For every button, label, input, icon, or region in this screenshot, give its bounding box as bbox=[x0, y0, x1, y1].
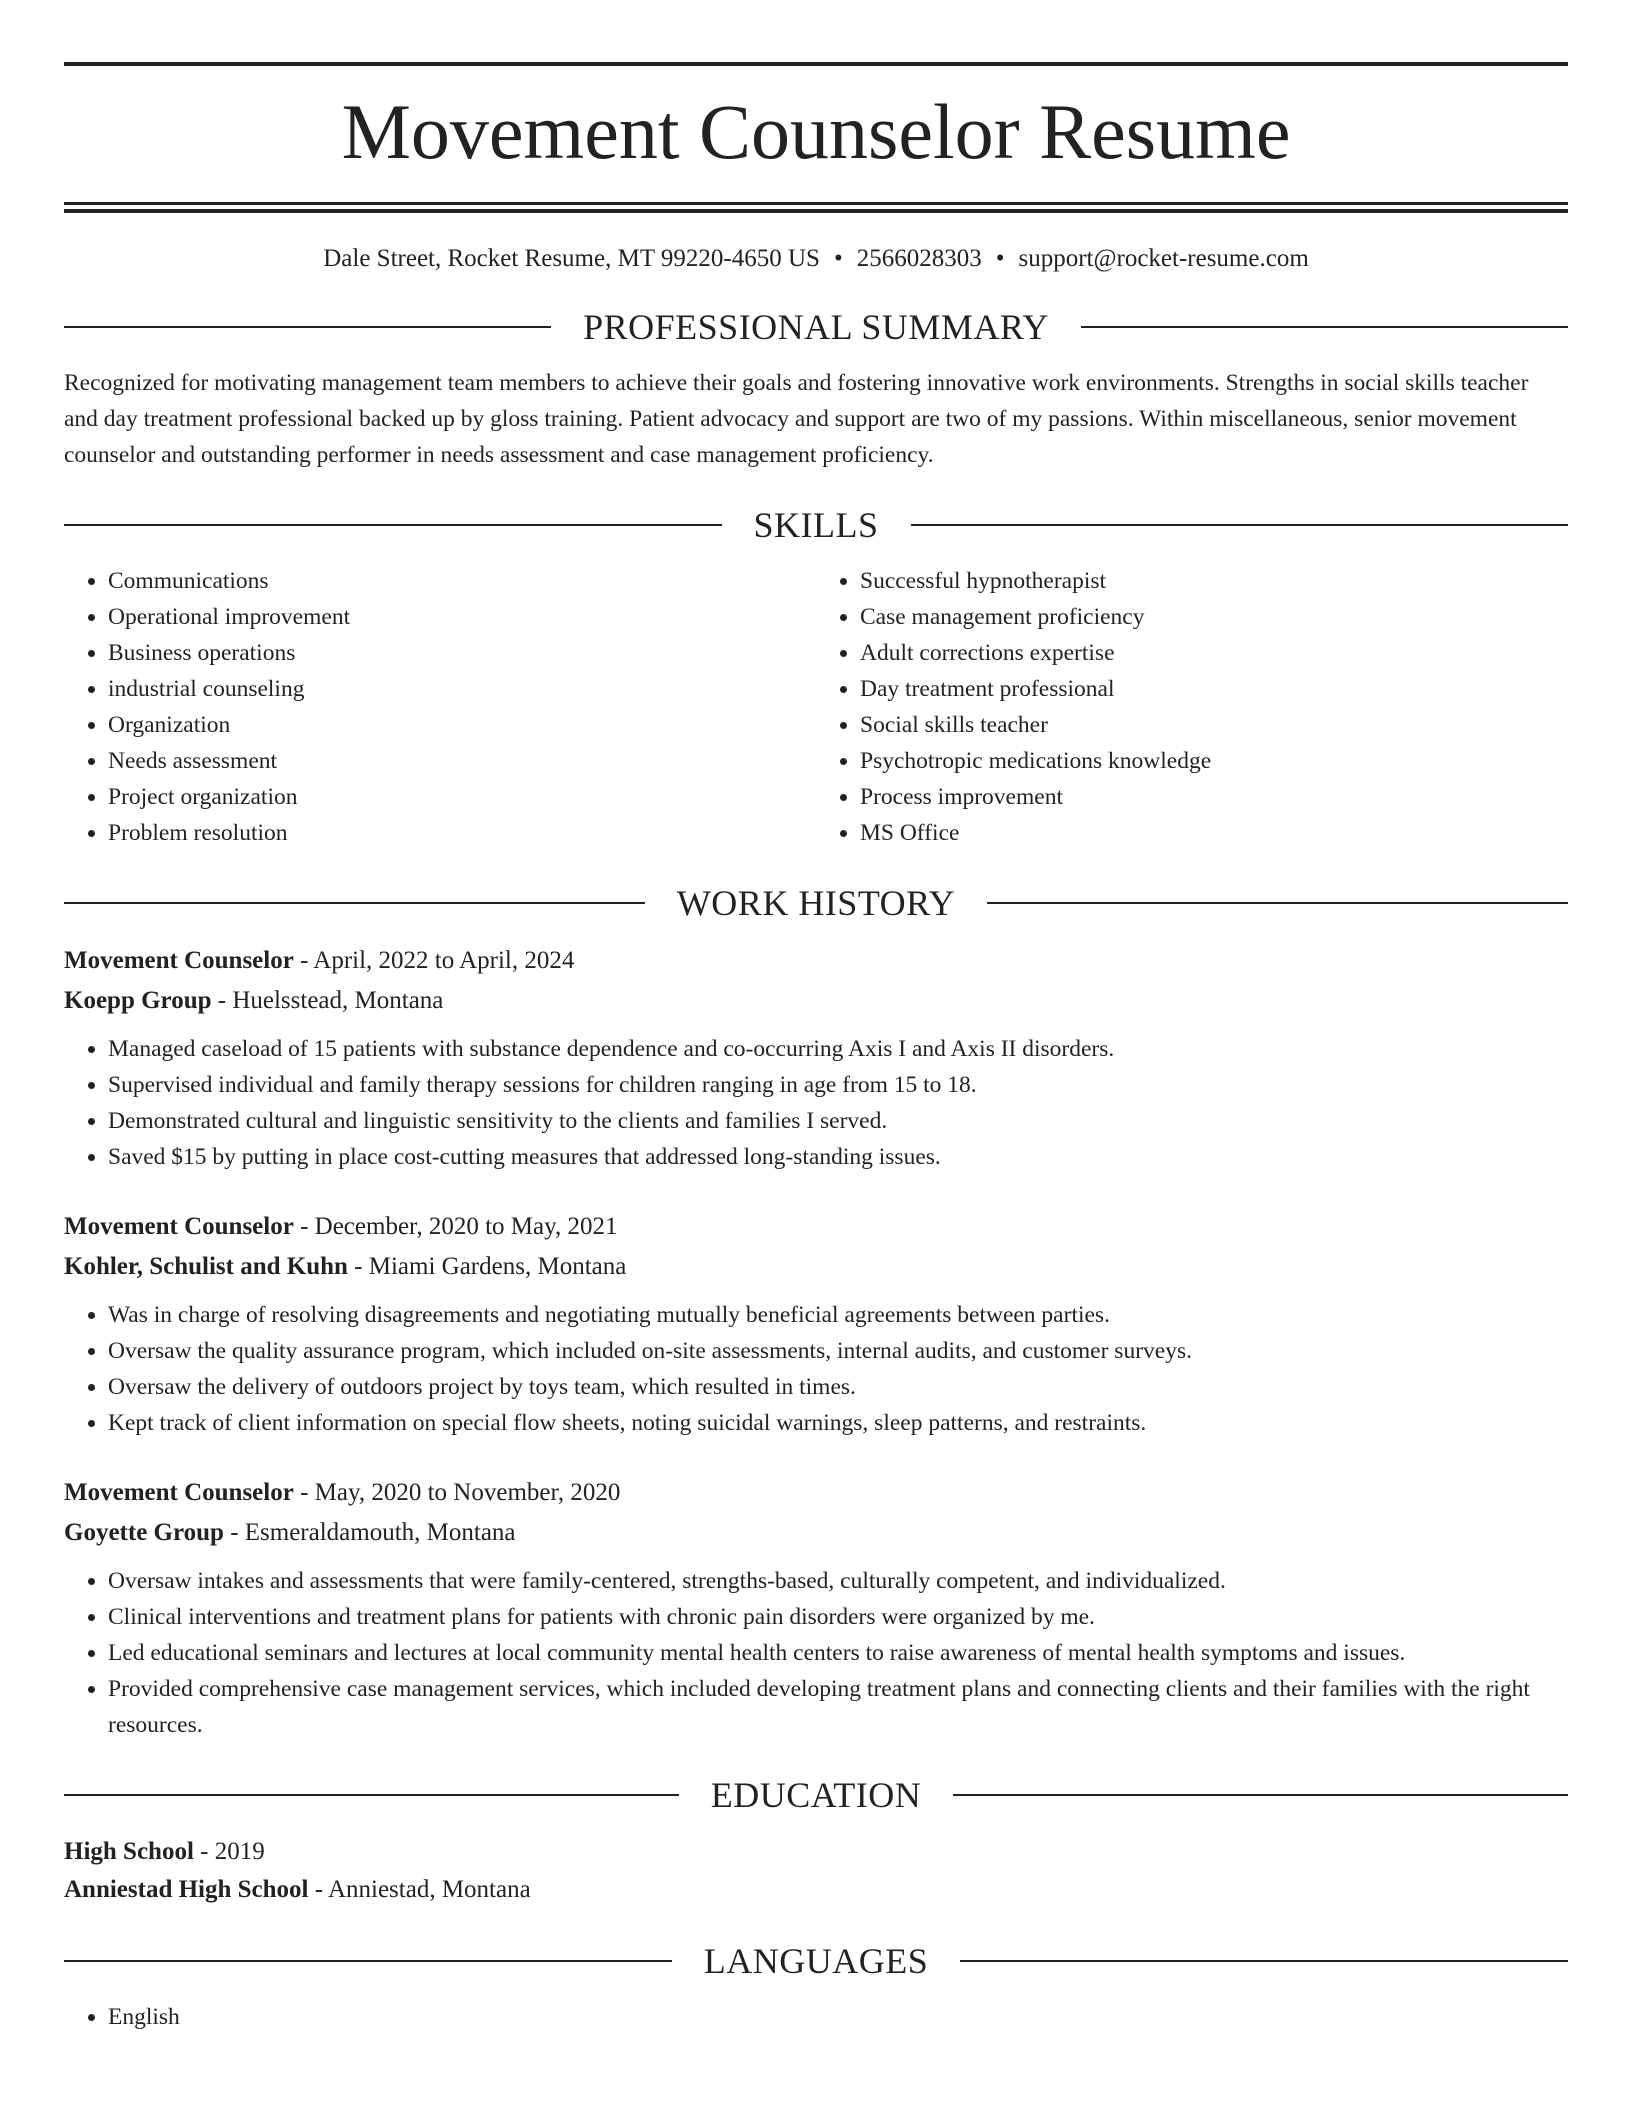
education-degree-line bbox=[64, 1833, 1568, 1871]
job-location: - Esmeraldamouth, Montana bbox=[223, 1519, 516, 1546]
skill-item: • Project organization bbox=[108, 779, 816, 815]
job-duties bbox=[64, 1563, 1568, 1743]
section-rule bbox=[64, 326, 551, 328]
skill-item: • Adult corrections expertise bbox=[860, 635, 1568, 671]
job-dates: - May, 2020 to November, 2020 bbox=[293, 1479, 621, 1506]
job-duty: • Managed caseload of 15 patients with substance dependence and co-occurring Axis I and Axis II disorders. bbox=[108, 1031, 1568, 1067]
job-duties bbox=[64, 1031, 1568, 1175]
skills-heading: SKILLS bbox=[753, 505, 879, 545]
section-rule bbox=[953, 1794, 1568, 1796]
section-rule bbox=[911, 524, 1569, 526]
skill-item: • Needs assessment bbox=[108, 743, 816, 779]
work-heading: WORK HISTORY bbox=[676, 883, 956, 923]
skill-item: • Process improvement bbox=[860, 779, 1568, 815]
job-duty: • Demonstrated cultural and linguistic sensitivity to the clients and families I served. bbox=[108, 1103, 1568, 1139]
skills-section-header bbox=[64, 503, 1568, 547]
skill-item: • Operational improvement bbox=[108, 599, 816, 635]
job-dates: - December, 2020 to May, 2021 bbox=[293, 1213, 618, 1240]
job-title-line bbox=[64, 941, 1568, 981]
languages-section-header bbox=[64, 1939, 1568, 1983]
contact-address: Dale Street, Rocket Resume, MT 99220-4650 US bbox=[323, 245, 820, 272]
skill-item: • Problem resolution bbox=[108, 815, 816, 851]
skill-item: • industrial counseling bbox=[108, 671, 816, 707]
summary-text: Recognized for motivating management team members to achieve their goals and fostering innovative work environments. Strengths in social skills teacher and day treatment professional backed up by gloss training. Patient advocacy and support are two of my passions. Within miscellaneous, senior movement counselor and outstanding performer in needs assessment and case management proficiency. bbox=[64, 370, 1529, 468]
job-duty: • Was in charge of resolving disagreements and negotiating mutually beneficial agreements between parties. bbox=[108, 1297, 1568, 1333]
job-title: Movement Counselor bbox=[64, 947, 294, 974]
job-duty: • Clinical interventions and treatment plans for patients with chronic pain disorders were organized by me. bbox=[108, 1599, 1568, 1635]
job-title-line bbox=[64, 1473, 1568, 1513]
skill-item: • MS Office bbox=[860, 815, 1568, 851]
skill-item: • Organization bbox=[108, 707, 816, 743]
skill-item: • Day treatment professional bbox=[860, 671, 1568, 707]
section-rule bbox=[64, 1960, 672, 1962]
education-school-line bbox=[64, 1871, 1568, 1909]
education-heading: EDUCATION bbox=[710, 1775, 922, 1815]
education-year: - 2019 bbox=[193, 1838, 265, 1865]
job-title: Movement Counselor bbox=[64, 1479, 294, 1506]
languages-list bbox=[64, 1999, 1568, 2035]
skill-item: • Successful hypnotherapist bbox=[860, 563, 1568, 599]
job-duty: • Oversaw the quality assurance program, which included on-site assessments, internal audits, and customer surveys. bbox=[108, 1333, 1568, 1369]
job-entry bbox=[64, 941, 1568, 1175]
contact-separator: • bbox=[995, 245, 1005, 272]
summary-heading: PROFESSIONAL SUMMARY bbox=[583, 307, 1049, 347]
job-location: - Huelsstead, Montana bbox=[211, 987, 444, 1014]
job-duties bbox=[64, 1297, 1568, 1441]
section-rule bbox=[64, 902, 645, 904]
section-rule bbox=[1081, 326, 1568, 328]
title-double-rule bbox=[64, 202, 1568, 213]
summary-section-header bbox=[64, 305, 1568, 349]
job-duty: • Kept track of client information on special flow sheets, noting suicidal warnings, sleep patterns, and restraints. bbox=[108, 1405, 1568, 1441]
language-item: • English bbox=[108, 1999, 1568, 2035]
contact-email: support@rocket-resume.com bbox=[1018, 245, 1309, 272]
job-duty: • Supervised individual and family therapy sessions for children ranging in age from 15 to 18. bbox=[108, 1067, 1568, 1103]
job-duty: • Saved $15 by putting in place cost-cutting measures that addressed long-standing issues. bbox=[108, 1139, 1568, 1175]
contact-line bbox=[64, 243, 1568, 275]
skill-item: • Communications bbox=[108, 563, 816, 599]
job-company-line bbox=[64, 981, 1568, 1021]
job-company: Koepp Group bbox=[64, 987, 212, 1014]
skill-item: • Psychotropic medications knowledge bbox=[860, 743, 1568, 779]
job-entry bbox=[64, 1207, 1568, 1441]
resume-title: Movement Counselor Resume bbox=[341, 88, 1291, 175]
section-rule bbox=[64, 524, 722, 526]
skills-column-left bbox=[64, 563, 816, 851]
job-company-line bbox=[64, 1513, 1568, 1553]
section-rule bbox=[64, 1794, 679, 1796]
skill-item: • Social skills teacher bbox=[860, 707, 1568, 743]
education-section-header bbox=[64, 1773, 1568, 1817]
contact-phone: 2566028303 bbox=[856, 245, 982, 272]
job-company: Kohler, Schulist and Kuhn bbox=[64, 1253, 348, 1280]
languages-heading: LANGUAGES bbox=[703, 1941, 929, 1981]
skill-item: • Case management proficiency bbox=[860, 599, 1568, 635]
contact-separator: • bbox=[833, 245, 843, 272]
job-title-line bbox=[64, 1207, 1568, 1247]
job-duty: • Led educational seminars and lectures at local community mental health centers to raise awareness of mental health symptoms and issues. bbox=[108, 1635, 1568, 1671]
job-dates: - April, 2022 to April, 2024 bbox=[293, 947, 575, 974]
job-location: - Miami Gardens, Montana bbox=[347, 1253, 627, 1280]
skills-column-right bbox=[816, 563, 1568, 851]
job-duty: • Oversaw intakes and assessments that were family-centered, strengths-based, culturally competent, and individualized. bbox=[108, 1563, 1568, 1599]
top-rule bbox=[64, 62, 1568, 66]
education-school: Anniestad High School bbox=[64, 1876, 309, 1903]
job-duty: • Oversaw the delivery of outdoors project by toys team, which resulted in times. bbox=[108, 1369, 1568, 1405]
section-rule bbox=[987, 902, 1568, 904]
work-section-header bbox=[64, 881, 1568, 925]
education-location: - Anniestad, Montana bbox=[308, 1876, 531, 1903]
job-title: Movement Counselor bbox=[64, 1213, 294, 1240]
job-company: Goyette Group bbox=[64, 1519, 224, 1546]
education-degree: High School bbox=[64, 1838, 194, 1865]
skill-item: • Business operations bbox=[108, 635, 816, 671]
job-duty: • Provided comprehensive case management services, which included developing treatment plans and connecting clients and their families with the right resources. bbox=[108, 1671, 1568, 1743]
job-entry bbox=[64, 1473, 1568, 1743]
job-company-line bbox=[64, 1247, 1568, 1287]
section-rule bbox=[960, 1960, 1568, 1962]
skills-list bbox=[64, 563, 1568, 851]
